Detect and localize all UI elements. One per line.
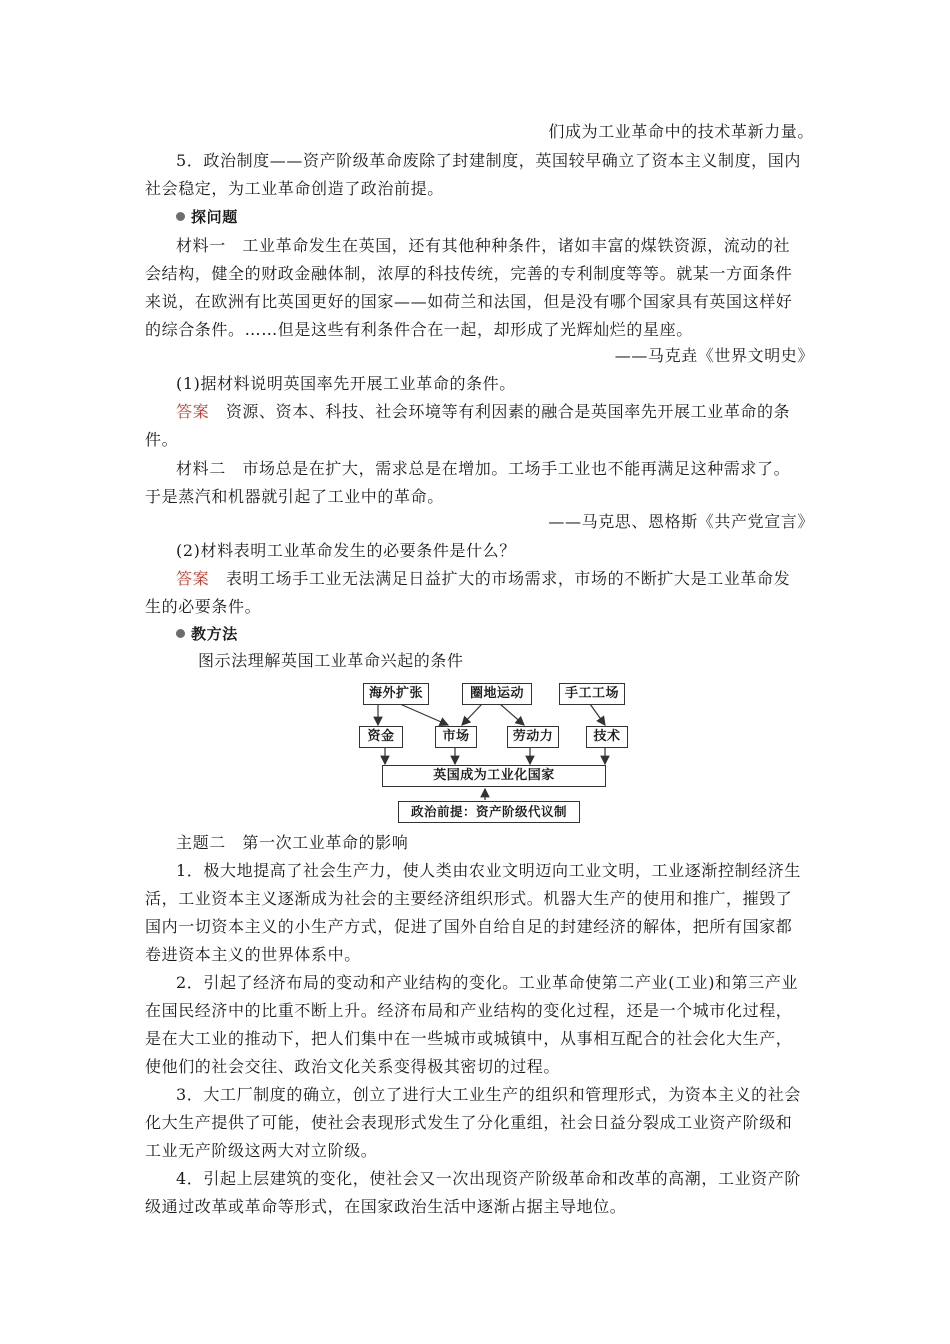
node-market: 市场: [435, 726, 477, 748]
text-line: 5．政治制度——资产阶级革命废除了封建制度，英国较早确立了资本主义制度，国内: [176, 151, 801, 170]
text-line: 来说，在欧洲有比英国更好的国家——如荷兰和法国，但是没有哪个国家具有英国这样好: [145, 292, 793, 311]
text-line: 件。: [145, 430, 179, 449]
text-line: 4．引起上层建筑的变化，使社会又一次出现资产阶级革命和改革的高潮，工业资产阶: [176, 1169, 801, 1188]
topic-heading: 主题二 第一次工业革命的影响: [176, 833, 409, 852]
text-line: 社会稳定，为工业革命创造了政治前提。: [145, 179, 444, 198]
source-citation: ——马克垚《世界文明史》: [614, 346, 814, 365]
text-line: 生的必要条件。: [145, 597, 262, 616]
section-heading: 探问题: [176, 203, 238, 231]
text-line: 活，工业资本主义逐渐成为社会的主要经济组织形式。机器大生产的使用和推广，摧毁了: [145, 889, 793, 908]
node-enclosure-movement: 圈地运动: [462, 683, 532, 705]
question: (1)据材料说明英国率先开展工业革命的条件。: [176, 374, 516, 393]
node-technology: 技术: [586, 726, 628, 748]
text-line: 们成为工业革命中的技术革新力量。: [548, 122, 814, 141]
text-line: 工业无产阶级这两大对立阶级。: [145, 1141, 378, 1160]
text-line: 化大生产提供了可能，使社会表现形式发生了分化重组，社会日益分裂成工业资产阶级和: [145, 1113, 793, 1132]
text-line: 的综合条件。……但是这些有利条件合在一起，却形成了光辉灿烂的星座。: [145, 320, 693, 339]
text-line: 国内一切资本主义的小生产方式，促进了国外自给自足的封建经济的解体，把所有国家都: [145, 917, 793, 936]
text-line: 会结构，健全的财政金融体制，浓厚的科技传统，完善的专利制度等等。就某一方面条件: [145, 264, 793, 283]
node-workshop: 手工工场: [559, 683, 625, 705]
text-line: 使他们的社会交往、政治文化关系变得极其密切的过程。: [145, 1057, 561, 1076]
text-line: 3．大工厂制度的确立，创立了进行大工业生产的组织和管理形式，为资本主义的社会: [176, 1085, 801, 1104]
answer-line: [176, 565, 790, 593]
text-line: 卷进资本主义的世界体系中。: [145, 945, 361, 964]
question: (2)材料表明工业革命发生的必要条件是什么？: [176, 541, 516, 560]
text-line: 材料二 市场总是在扩大，需求总是在增加。工场手工业也不能再满足这种需求了。: [176, 459, 791, 478]
answer-text: 资源、资本、科技、社会环境等有利因素的融合是英国率先开展工业革命的条: [225, 402, 791, 421]
text-line: 材料一 工业革命发生在英国，还有其他种种条件，诸如丰富的煤铁资源，流动的社: [176, 236, 791, 255]
text-line: 是在大工业的推动下，把人们集中在一些城市或城镇中，从事相互配合的社会化大生产，: [145, 1029, 793, 1048]
text-line: 1．极大地提高了社会生产力，使人类由农业文明迈向工业文明，工业逐渐控制经济生: [176, 861, 801, 880]
text-line: 2．引起了经济布局的变动和产业结构的变化。工业革命使第二产业(工业)和第三产业: [176, 973, 799, 992]
node-result: 英国成为工业化国家: [382, 765, 606, 787]
node-labor: 劳动力: [507, 726, 559, 748]
text-line: 在国民经济中的比重不断上升。经济布局和产业结构的变化过程，还是一个城市化过程，: [145, 1001, 793, 1020]
section-heading: 教方法: [176, 620, 238, 648]
bullet-icon: [176, 212, 185, 221]
answer-text: 表明工场手工业无法满足日益扩大的市场需求，市场的不断扩大是工业革命发: [225, 569, 791, 588]
answer-label: 答案: [176, 569, 210, 588]
answer-label: 答案: [176, 402, 210, 421]
text-line: 级通过改革或革命等形式，在国家政治生活中逐渐占据主导地位。: [145, 1197, 627, 1216]
node-capital: 资金: [359, 726, 403, 748]
text-line: 图示法理解英国工业革命兴起的条件: [198, 651, 464, 670]
node-overseas-expansion: 海外扩张: [363, 683, 429, 705]
text-line: 于是蒸汽和机器就引起了工业中的革命。: [145, 487, 444, 506]
bullet-icon: [176, 629, 185, 638]
flow-diagram: [350, 676, 620, 826]
node-political-premise: 政治前提：资产阶级代议制: [398, 801, 580, 823]
source-citation: ——马克思、恩格斯《共产党宣言》: [548, 512, 814, 531]
answer-line: [176, 398, 790, 426]
